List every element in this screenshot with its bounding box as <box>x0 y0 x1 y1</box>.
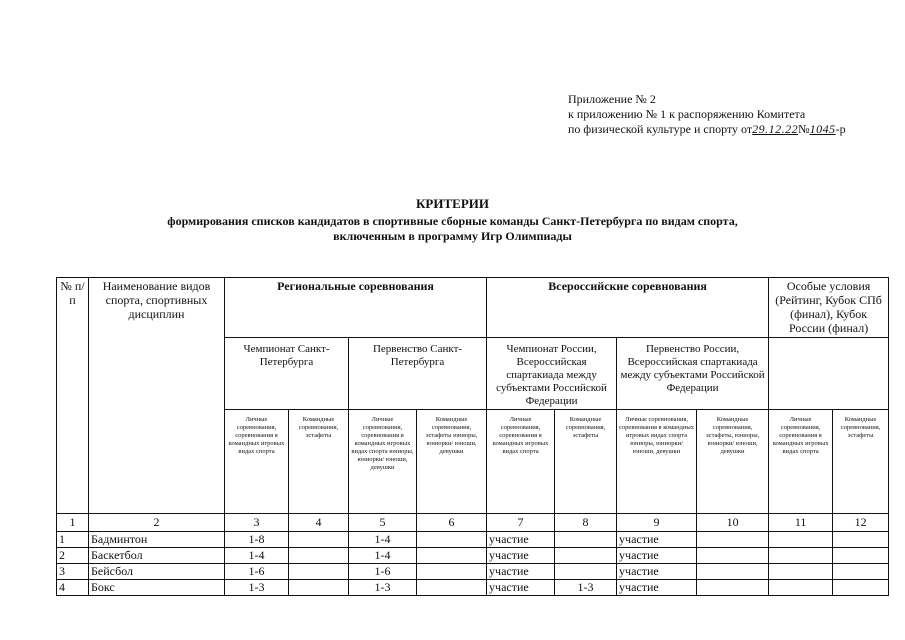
appendix-line-3-prefix: по физической культуре и спорту от <box>568 122 753 136</box>
cell <box>697 532 769 548</box>
cell: участие <box>617 564 697 580</box>
cell <box>417 532 487 548</box>
column-number: 1 <box>57 514 89 532</box>
cell <box>697 580 769 596</box>
header-regional: Региональные соревнования <box>225 278 487 338</box>
cell <box>833 580 889 596</box>
header-special: Особые условия (Рейтинг, Кубок СПб (финал), Кубок России (финал) <box>769 278 889 338</box>
column-number: 9 <box>617 514 697 532</box>
subheader-col-5: Личные соревнования, соревнования в командных игровых видах спорта юниоры, юниорки/ юноши, девушки <box>349 410 417 514</box>
cell: 1-8 <box>225 532 289 548</box>
cell: 1-6 <box>349 564 417 580</box>
column-number: 11 <box>769 514 833 532</box>
cell <box>289 532 349 548</box>
column-number: 7 <box>487 514 555 532</box>
cell <box>769 580 833 596</box>
row-sport: Баскетбол <box>89 548 225 564</box>
cell: участие <box>617 532 697 548</box>
cell <box>769 548 833 564</box>
cell: 1-6 <box>225 564 289 580</box>
row-sport: Бейсбол <box>89 564 225 580</box>
row-sport: Бадминтон <box>89 532 225 548</box>
document-subtitle-1: формирования списков кандидатов в спортивные сборные команды Санкт-Петербурга по видам спорта, <box>167 214 738 228</box>
cell <box>833 548 889 564</box>
column-number: 12 <box>833 514 889 532</box>
cell <box>289 580 349 596</box>
handwritten-date: 29.12.22 <box>752 122 799 136</box>
cell <box>697 548 769 564</box>
number-suffix: -р <box>835 122 846 136</box>
subheader-col-3: Личные соревнования, соревнования в командных игровых видах спорта <box>225 410 289 514</box>
cell <box>769 564 833 580</box>
appendix-line-3 <box>568 122 846 137</box>
appendix-block <box>568 92 846 137</box>
cell: участие <box>487 564 555 580</box>
column-number: 6 <box>417 514 487 532</box>
cell: участие <box>617 580 697 596</box>
cell: участие <box>487 580 555 596</box>
subheader-col-6: Командные соревнования, эстафеты юниоры, юниорки/ юноши, девушки <box>417 410 487 514</box>
subheader-col-12: Командные соревнования, эстафеты <box>833 410 889 514</box>
cell <box>833 532 889 548</box>
cell <box>697 564 769 580</box>
subheader-col-11: Личные соревнования, соревнования в командных игровых видах спорта <box>769 410 833 514</box>
column-number: 4 <box>289 514 349 532</box>
row-sport: Бокс <box>89 580 225 596</box>
subheader-col-4: Командные соревнования, эстафеты <box>289 410 349 514</box>
cell: 1-3 <box>349 580 417 596</box>
cell: участие <box>487 532 555 548</box>
cell <box>417 580 487 596</box>
cell <box>289 548 349 564</box>
table-row <box>57 548 889 564</box>
cell: 1-4 <box>225 548 289 564</box>
column-number: 3 <box>225 514 289 532</box>
cell <box>289 564 349 580</box>
table-row <box>57 580 889 596</box>
row-number: 4 <box>57 580 89 596</box>
cell <box>417 564 487 580</box>
criteria-table <box>56 277 889 596</box>
cell: участие <box>617 548 697 564</box>
header-spb-championship: Чемпионат Санкт-Петербурга <box>225 338 349 410</box>
header-russia-championship: Чемпионат России, Всероссийская спартакиада между субъектами Российской Федерации <box>487 338 617 410</box>
handwritten-number: 1045 <box>809 122 836 136</box>
column-number: 8 <box>555 514 617 532</box>
subheader-col-7: Личные соревнования, соревнования в командных игровых видах спорта <box>487 410 555 514</box>
header-national: Всероссийские соревнования <box>487 278 769 338</box>
column-number-row <box>57 514 889 532</box>
header-special-empty <box>769 338 889 410</box>
subheader-col-9: Личные соревнования, соревнования в командных игровых видах спорта юниоры, юниорки/ юноши, девушки <box>617 410 697 514</box>
header-sport: Наименование видов спорта, спортивных дисциплин <box>89 278 225 514</box>
row-number: 2 <box>57 548 89 564</box>
subheader-col-8: Командные соревнования, эстафеты <box>555 410 617 514</box>
header-russia-youth: Первенство России, Всероссийская спартакиада между субъектами Российской Федерации <box>617 338 769 410</box>
column-number: 5 <box>349 514 417 532</box>
row-number: 3 <box>57 564 89 580</box>
cell: участие <box>487 548 555 564</box>
document-title: КРИТЕРИИ <box>416 196 489 211</box>
cell <box>417 548 487 564</box>
document-subtitle-2: включенным в программу Игр Олимпиады <box>333 229 572 243</box>
cell <box>833 564 889 580</box>
header-spb-youth: Первенство Санкт-Петербурга <box>349 338 487 410</box>
cell <box>769 532 833 548</box>
table-row <box>57 564 889 580</box>
appendix-line-2: к приложению № 1 к распоряжению Комитета <box>568 107 806 121</box>
subheader-col-10: Командные соревнования, эстафеты, юниоры, юниорки/ юноши, девушки <box>697 410 769 514</box>
header-number: № п/п <box>57 278 89 514</box>
cell: 1-3 <box>555 580 617 596</box>
cell <box>555 564 617 580</box>
cell: 1-4 <box>349 548 417 564</box>
table-row <box>57 532 889 548</box>
row-number: 1 <box>57 532 89 548</box>
column-number: 10 <box>697 514 769 532</box>
number-sign: № <box>798 122 810 136</box>
cell <box>555 548 617 564</box>
cell: 1-4 <box>349 532 417 548</box>
cell: 1-3 <box>225 580 289 596</box>
appendix-line-1: Приложение № 2 <box>568 92 656 106</box>
cell <box>555 532 617 548</box>
column-number: 2 <box>89 514 225 532</box>
